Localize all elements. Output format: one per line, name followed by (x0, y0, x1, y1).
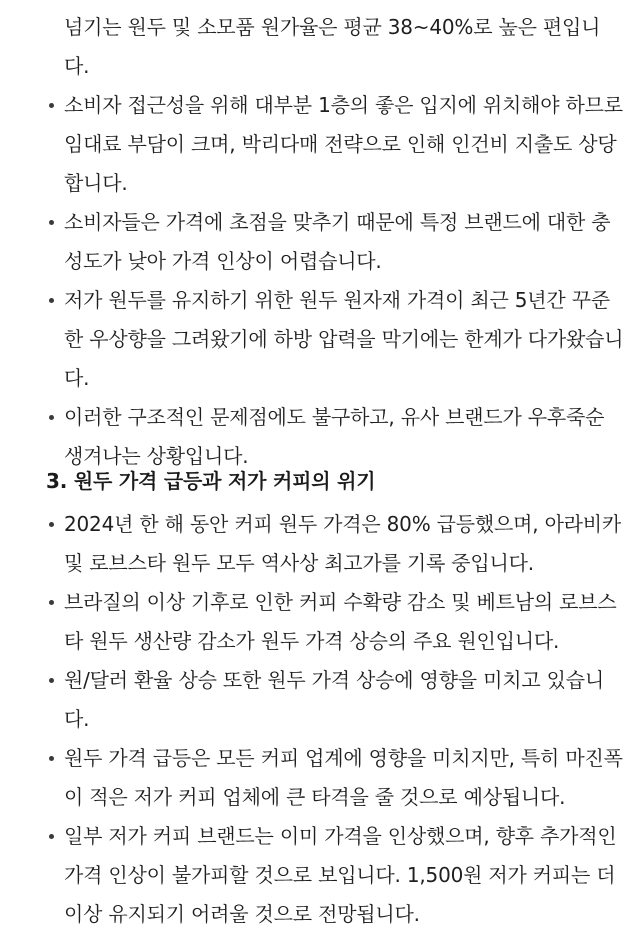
bullet-icon (49, 756, 54, 761)
list-item (64, 203, 624, 281)
section-2-bullet-list (64, 86, 624, 476)
continuation-text: 넘기는 원두 및 소모품 원가율은 평균 38~40%로 높은 편입니다. (64, 15, 601, 78)
list-item-text: 일부 저가 커피 브랜드는 이미 가격을 인상했으며, 향후 추가적인 가격 인상이 불가피할 것으로 보입니다. 1,500원 저가 커피는 더 이상 유지되기 어려울 것으로 전망됩니다. (64, 824, 617, 926)
list-item (64, 86, 624, 203)
bullet-icon (49, 522, 54, 527)
bullet-icon (49, 600, 54, 605)
list-item-text: 소비자 접근성을 위해 대부분 1층의 좋은 입지에 위치해야 하므로 임대료 부담이 크며, 박리다매 전략으로 인해 인건비 지출도 상당합니다. (64, 93, 623, 195)
bullet-icon (49, 220, 54, 225)
list-item-text: 2024년 한 해 동안 커피 원두 가격은 80% 급등했으며, 아라비카 및 로브스타 원두 모두 역사상 최고가를 기록 중입니다. (64, 512, 622, 575)
bullet-icon (49, 834, 54, 839)
list-item (64, 281, 624, 398)
list-item (64, 661, 624, 739)
list-item-text: 원/달러 환율 상승 또한 원두 가격 상승에 영향을 미치고 있습니다. (64, 668, 604, 731)
section-3-bullet-list (64, 505, 624, 934)
list-item-text: 소비자들은 가격에 초점을 맞추기 때문에 특정 브랜드에 대한 충성도가 낮아 가격 인상이 어렵습니다. (64, 210, 611, 273)
list-item-text: 원두 가격 급등은 모든 커피 업계에 영향을 미치지만, 특히 마진폭이 적은 저가 커피 업체에 큰 타격을 줄 것으로 예상됩니다. (64, 746, 623, 809)
list-item-text: 저가 원두를 유지하기 위한 원두 원자재 가격이 최근 5년간 꾸준한 우상향을 그려왔기에 하방 압력을 막기에는 한계가 다가왔습니다. (64, 288, 624, 390)
bullet-icon (49, 415, 54, 420)
list-item (64, 505, 624, 583)
list-item (64, 583, 624, 661)
list-item (64, 739, 624, 817)
list-item-text: 이러한 구조적인 문제점에도 불구하고, 유사 브랜드가 우후죽순 생겨나는 상황입니다. (64, 405, 605, 468)
list-item (64, 817, 624, 934)
list-item-text: 브라질의 이상 기후로 인한 커피 수확량 감소 및 베트남의 로브스타 원두 생산량 감소가 원두 가격 상승의 주요 원인입니다. (64, 590, 617, 653)
bullet-icon (49, 103, 54, 108)
bullet-icon (49, 298, 54, 303)
section-3-heading: 3. 원두 가격 급등과 저가 커피의 위기 (46, 469, 376, 493)
bullet-icon (49, 678, 54, 683)
